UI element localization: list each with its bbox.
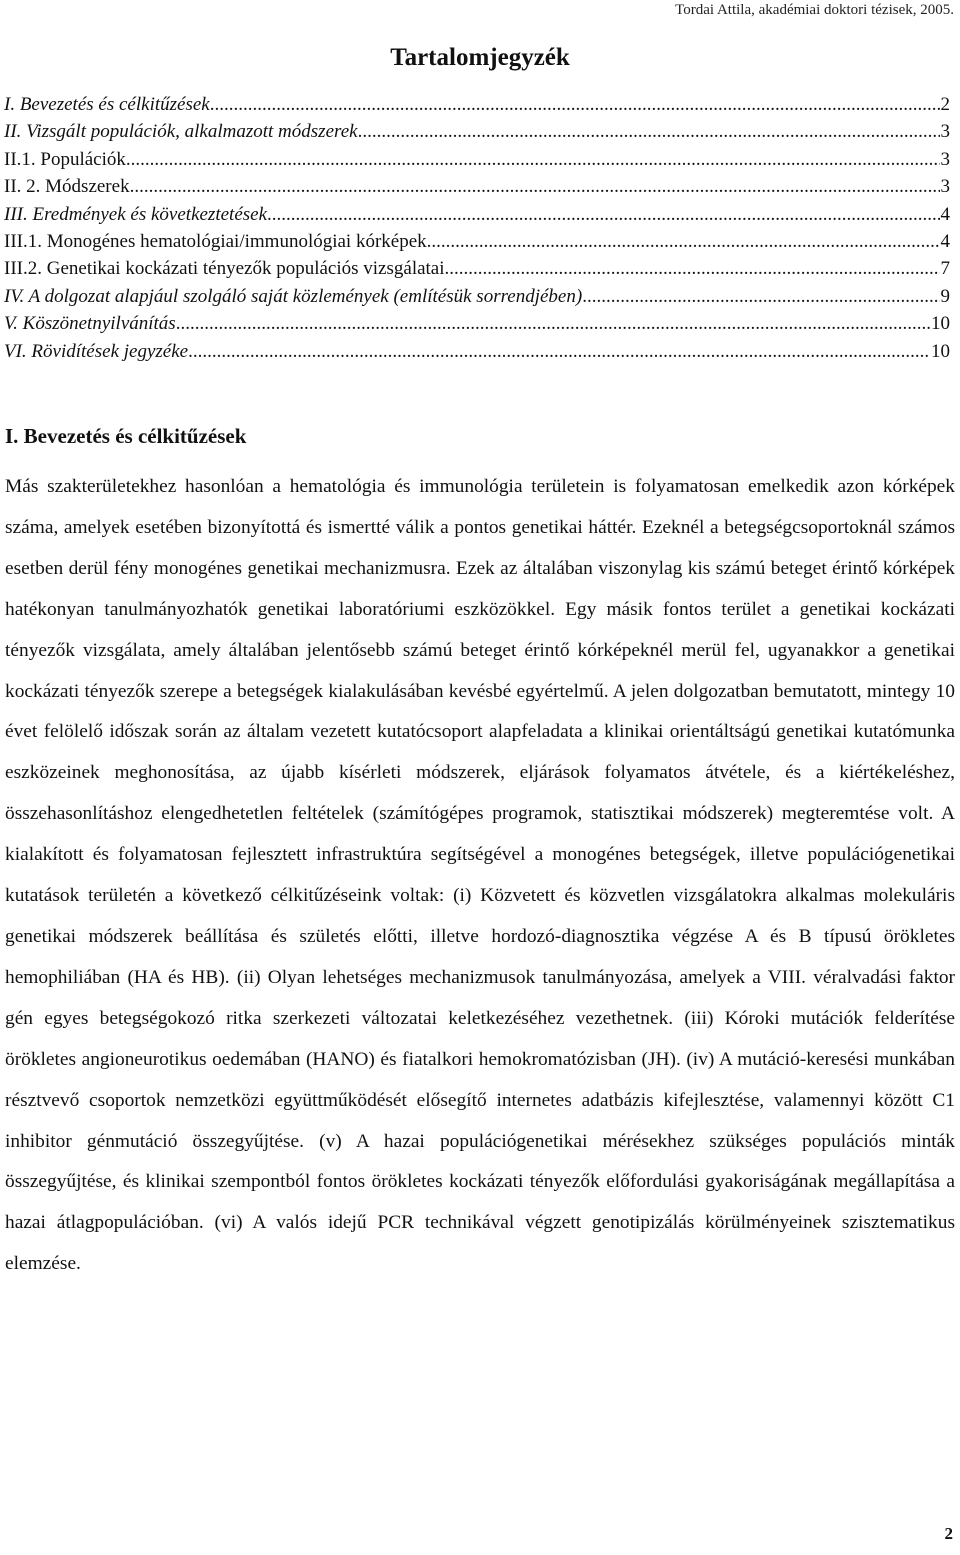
toc-entry-page: 10 bbox=[931, 313, 950, 335]
toc-title: Tartalomjegyzék bbox=[390, 44, 570, 71]
toc-leader-dots bbox=[445, 258, 940, 280]
toc-leader-dots bbox=[582, 286, 939, 308]
toc-entry-page: 3 bbox=[940, 176, 950, 198]
toc-entry[interactable] bbox=[4, 231, 950, 258]
toc-entry-page: 4 bbox=[940, 230, 950, 252]
table-of-contents bbox=[4, 94, 950, 368]
toc-entry-label: III.1. Monogénes hematológiai/immunológiai kórképek bbox=[4, 230, 427, 252]
toc-entry-page: 3 bbox=[940, 121, 950, 143]
toc-leader-dots bbox=[358, 121, 940, 143]
toc-entry-label: II. 2. Módszerek bbox=[4, 176, 130, 198]
section-heading: I. Bevezetés és célkitűzések bbox=[5, 424, 247, 448]
toc-entry-page: 7 bbox=[940, 258, 950, 280]
toc-entry[interactable] bbox=[4, 176, 950, 203]
toc-entry-label: III.2. Genetikai kockázati tényezők populációs vizsgálatai bbox=[4, 258, 445, 280]
toc-entry[interactable] bbox=[4, 149, 950, 176]
toc-entry-label: I. Bevezetés és célkitűzések bbox=[4, 94, 210, 115]
toc-entry-label: V. Köszönetnyilvánítás bbox=[4, 313, 176, 335]
toc-entry[interactable] bbox=[4, 204, 950, 231]
toc-leader-dots bbox=[126, 149, 940, 171]
toc-leader-dots bbox=[188, 341, 930, 363]
toc-entry-page: 2 bbox=[940, 94, 950, 115]
page-number: 2 bbox=[944, 1524, 953, 1543]
toc-leader-dots bbox=[427, 231, 940, 253]
toc-leader-dots bbox=[130, 176, 940, 198]
toc-leader-dots bbox=[210, 94, 940, 116]
toc-entry-label: II. Vizsgált populációk, alkalmazott módszerek bbox=[4, 121, 358, 143]
toc-entry-page: 10 bbox=[931, 340, 950, 362]
toc-entry-label: III. Eredmények és következtetések bbox=[4, 203, 268, 225]
toc-leader-dots bbox=[267, 204, 939, 226]
toc-entry-label: VI. Rövidítések jegyzéke bbox=[4, 340, 189, 362]
page-header: Tordai Attila, akadémiai doktori tézisek, 2005. bbox=[675, 2, 954, 18]
toc-entry-page: 4 bbox=[940, 203, 950, 225]
toc-entry-label: IV. A dolgozat alapjául szolgáló saját közlemények (említésük sorrendjében) bbox=[4, 285, 583, 307]
toc-entry-page: 9 bbox=[940, 285, 950, 307]
toc-entry[interactable] bbox=[4, 258, 950, 285]
toc-leader-dots bbox=[176, 313, 930, 335]
toc-entry-page: 3 bbox=[940, 148, 950, 170]
toc-entry[interactable] bbox=[4, 313, 950, 340]
toc-entry[interactable] bbox=[4, 286, 950, 313]
toc-entry[interactable] bbox=[4, 94, 950, 121]
toc-entry-label: II.1. Populációk bbox=[4, 148, 126, 170]
body-paragraph: Más szakterületekhez hasonlóan a hematológia és immunológia területein is folyamatosan emelkedik azon kórképek száma, amelyek esetében bizonyítottá és ismertté válik a pontos genetikai háttér. Ezeknél a betegségcsoportoknál számos esetben derül fény monogénes genetikai mechanizmusra. Ezek az általában viszonylag kis számú beteget érintő kórképek hatékonyan tanulmányozhatók genetikai laboratóriumi eszközökkel. Egy másik fontos terület a genetikai kockázati tényezők vizsgálata, amely általában jelentősebb számú beteget érintő kórképeknél merül fel, ugyanakkor a genetikai kockázati tényezők szerepe a betegségek kialakulásában kevésbé egyértelmű. A jelen dolgozatban bemutatott, mintegy 10 évet felölelő időszak során az általam vezetett kutatócsoport alapfeladata a klinikai orientáltságú genetikai kutatómunka eszközeinek meghonosítása, az újabb kísérleti módszerek, eljárások folyamatos átvétele, és a kiértékeléshez, összehasonlításhoz elengedhetetlen feltételek (számítógépes programok, statisztikai módszerek) megteremtése volt. A kialakított és folyamatosan fejlesztett infrastruktúra segítségével a monogénes betegségek, illetve populációgenetikai kutatások területén a következő célkitűzéseink voltak: (i) Közvetett és közvetlen vizsgálatokra alkalmas molekuláris genetikai módszerek beállítása és születés előtti, illetve hordozó-diagnosztika végzése A és B típusú örökletes hemophiliában (HA és HB). (ii) Olyan lehetséges mechanizmusok tanulmányozása, amelyek a VIII. véralvadási faktor gén egyes betegségokozó ritka szerkezeti változatai keletkezéséhez vezethetnek. (iii) Kóroki mutációk felderítése örökletes angioneurotikus oedemában (HANO) és fiatalkori hemokromatózisban (JH). (iv) A mutáció-keresési munkában résztvevő csoportok nemzetközi együttműködését elősegítő internetes adatbázis kifejlesztése, valamennyi között C1 inhibitor génmutáció összegyűjtése. (v) A hazai populációgenetikai mérésekhez szükséges populációs minták összegyűjtése, és klinikai szempontból fontos örökletes kockázati tényezők előfordulási gyakoriságának megállapítása a hazai átlagpopulációban. (vi) A valós idejű PCR technikával végzett genotipizálás körülményeinek szisztematikus elemzése. bbox=[5, 476, 955, 1275]
toc-entry[interactable] bbox=[4, 341, 950, 368]
toc-entry[interactable] bbox=[4, 121, 950, 148]
